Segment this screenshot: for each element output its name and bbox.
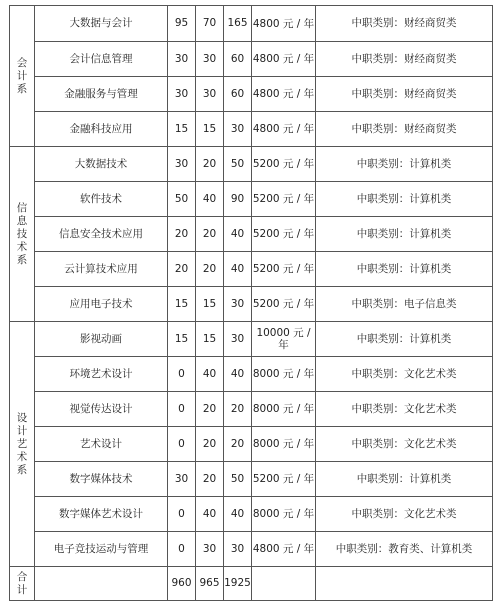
table-row <box>10 112 493 147</box>
note-cell: 中职类别：计算机类 <box>316 462 493 497</box>
count-a-cell: 30 <box>168 462 196 497</box>
major-cell: 大数据技术 <box>35 147 168 182</box>
note-cell: 中职类别：教育类、计算机类 <box>316 532 493 567</box>
department-cell: 会计系 <box>10 6 35 147</box>
department-cell: 设计艺术系 <box>10 322 35 567</box>
enrollment-table <box>9 5 493 601</box>
total-cell: 165 <box>224 6 252 42</box>
count-b-cell: 15 <box>196 287 224 322</box>
totals-major-cell <box>35 567 168 601</box>
major-cell: 艺术设计 <box>35 427 168 462</box>
department-cell: 信息技术系 <box>10 147 35 322</box>
count-b-cell: 15 <box>196 112 224 147</box>
totals-row <box>10 567 493 601</box>
count-b-cell: 20 <box>196 427 224 462</box>
count-b-cell: 70 <box>196 6 224 42</box>
note-cell: 中职类别：财经商贸类 <box>316 112 493 147</box>
table-row <box>10 322 493 357</box>
table-row <box>10 182 493 217</box>
table-row <box>10 6 493 42</box>
note-cell: 中职类别：文化艺术类 <box>316 427 493 462</box>
note-cell: 中职类别：计算机类 <box>316 322 493 357</box>
totals-label-cell: 合计 <box>10 567 35 601</box>
total-cell: 30 <box>224 322 252 357</box>
table-row <box>10 497 493 532</box>
table-body <box>10 6 493 601</box>
count-b-cell: 20 <box>196 252 224 287</box>
count-a-cell: 30 <box>168 42 196 77</box>
note-cell: 中职类别：计算机类 <box>316 217 493 252</box>
note-cell: 中职类别：计算机类 <box>316 252 493 287</box>
table-row <box>10 532 493 567</box>
major-cell: 会计信息管理 <box>35 42 168 77</box>
major-cell: 大数据与会计 <box>35 6 168 42</box>
fee-cell: 5200 元 / 年 <box>252 462 316 497</box>
total-cell: 20 <box>224 427 252 462</box>
total-cell: 40 <box>224 357 252 392</box>
fee-cell: 5200 元 / 年 <box>252 182 316 217</box>
count-a-cell: 0 <box>168 532 196 567</box>
total-cell: 60 <box>224 77 252 112</box>
totals-total-cell: 1925 <box>224 567 252 601</box>
count-b-cell: 20 <box>196 147 224 182</box>
note-cell: 中职类别：文化艺术类 <box>316 392 493 427</box>
fee-cell: 8000 元 / 年 <box>252 392 316 427</box>
count-a-cell: 15 <box>168 112 196 147</box>
table-row <box>10 42 493 77</box>
fee-cell: 5200 元 / 年 <box>252 252 316 287</box>
total-cell: 90 <box>224 182 252 217</box>
count-a-cell: 0 <box>168 357 196 392</box>
count-b-cell: 40 <box>196 497 224 532</box>
totals-count-b-cell: 965 <box>196 567 224 601</box>
note-cell: 中职类别：电子信息类 <box>316 287 493 322</box>
count-b-cell: 40 <box>196 182 224 217</box>
table-row <box>10 287 493 322</box>
table-row <box>10 217 493 252</box>
count-a-cell: 20 <box>168 252 196 287</box>
count-a-cell: 15 <box>168 287 196 322</box>
fee-cell: 8000 元 / 年 <box>252 497 316 532</box>
count-b-cell: 30 <box>196 77 224 112</box>
note-cell: 中职类别：财经商贸类 <box>316 77 493 112</box>
count-b-cell: 15 <box>196 322 224 357</box>
total-cell: 60 <box>224 42 252 77</box>
table-row <box>10 392 493 427</box>
fee-cell: 4800 元 / 年 <box>252 77 316 112</box>
fee-cell: 8000 元 / 年 <box>252 357 316 392</box>
count-b-cell: 20 <box>196 392 224 427</box>
note-cell: 中职类别：文化艺术类 <box>316 357 493 392</box>
fee-cell: 10000 元 / 年 <box>252 322 316 357</box>
fee-cell: 5200 元 / 年 <box>252 217 316 252</box>
major-cell: 电子竞技运动与管理 <box>35 532 168 567</box>
note-cell: 中职类别：财经商贸类 <box>316 6 493 42</box>
fee-cell: 4800 元 / 年 <box>252 6 316 42</box>
total-cell: 40 <box>224 217 252 252</box>
fee-cell: 4800 元 / 年 <box>252 112 316 147</box>
major-cell: 软件技术 <box>35 182 168 217</box>
total-cell: 30 <box>224 287 252 322</box>
count-a-cell: 95 <box>168 6 196 42</box>
note-cell: 中职类别：计算机类 <box>316 147 493 182</box>
fee-cell: 4800 元 / 年 <box>252 42 316 77</box>
note-cell: 中职类别：文化艺术类 <box>316 497 493 532</box>
total-cell: 50 <box>224 147 252 182</box>
totals-fee-cell <box>252 567 316 601</box>
major-cell: 金融服务与管理 <box>35 77 168 112</box>
major-cell: 环境艺术设计 <box>35 357 168 392</box>
major-cell: 应用电子技术 <box>35 287 168 322</box>
table-row <box>10 427 493 462</box>
count-a-cell: 50 <box>168 182 196 217</box>
major-cell: 信息安全技术应用 <box>35 217 168 252</box>
totals-note-cell <box>316 567 493 601</box>
table-row <box>10 77 493 112</box>
count-a-cell: 20 <box>168 217 196 252</box>
total-cell: 30 <box>224 532 252 567</box>
count-a-cell: 15 <box>168 322 196 357</box>
major-cell: 视觉传达设计 <box>35 392 168 427</box>
count-b-cell: 20 <box>196 217 224 252</box>
total-cell: 20 <box>224 392 252 427</box>
count-b-cell: 30 <box>196 42 224 77</box>
total-cell: 50 <box>224 462 252 497</box>
table-row <box>10 147 493 182</box>
count-b-cell: 40 <box>196 357 224 392</box>
count-a-cell: 0 <box>168 427 196 462</box>
table-row <box>10 357 493 392</box>
fee-cell: 5200 元 / 年 <box>252 287 316 322</box>
fee-cell: 5200 元 / 年 <box>252 147 316 182</box>
totals-count-a-cell: 960 <box>168 567 196 601</box>
total-cell: 30 <box>224 112 252 147</box>
note-cell: 中职类别：财经商贸类 <box>316 42 493 77</box>
note-cell: 中职类别：计算机类 <box>316 182 493 217</box>
major-cell: 数字媒体艺术设计 <box>35 497 168 532</box>
fee-cell: 8000 元 / 年 <box>252 427 316 462</box>
major-cell: 金融科技应用 <box>35 112 168 147</box>
major-cell: 数字媒体技术 <box>35 462 168 497</box>
total-cell: 40 <box>224 497 252 532</box>
fee-cell: 4800 元 / 年 <box>252 532 316 567</box>
total-cell: 40 <box>224 252 252 287</box>
count-a-cell: 30 <box>168 147 196 182</box>
count-a-cell: 0 <box>168 392 196 427</box>
major-cell: 影视动画 <box>35 322 168 357</box>
count-b-cell: 30 <box>196 532 224 567</box>
table-row <box>10 462 493 497</box>
count-a-cell: 0 <box>168 497 196 532</box>
count-a-cell: 30 <box>168 77 196 112</box>
table-row <box>10 252 493 287</box>
count-b-cell: 20 <box>196 462 224 497</box>
major-cell: 云计算技术应用 <box>35 252 168 287</box>
